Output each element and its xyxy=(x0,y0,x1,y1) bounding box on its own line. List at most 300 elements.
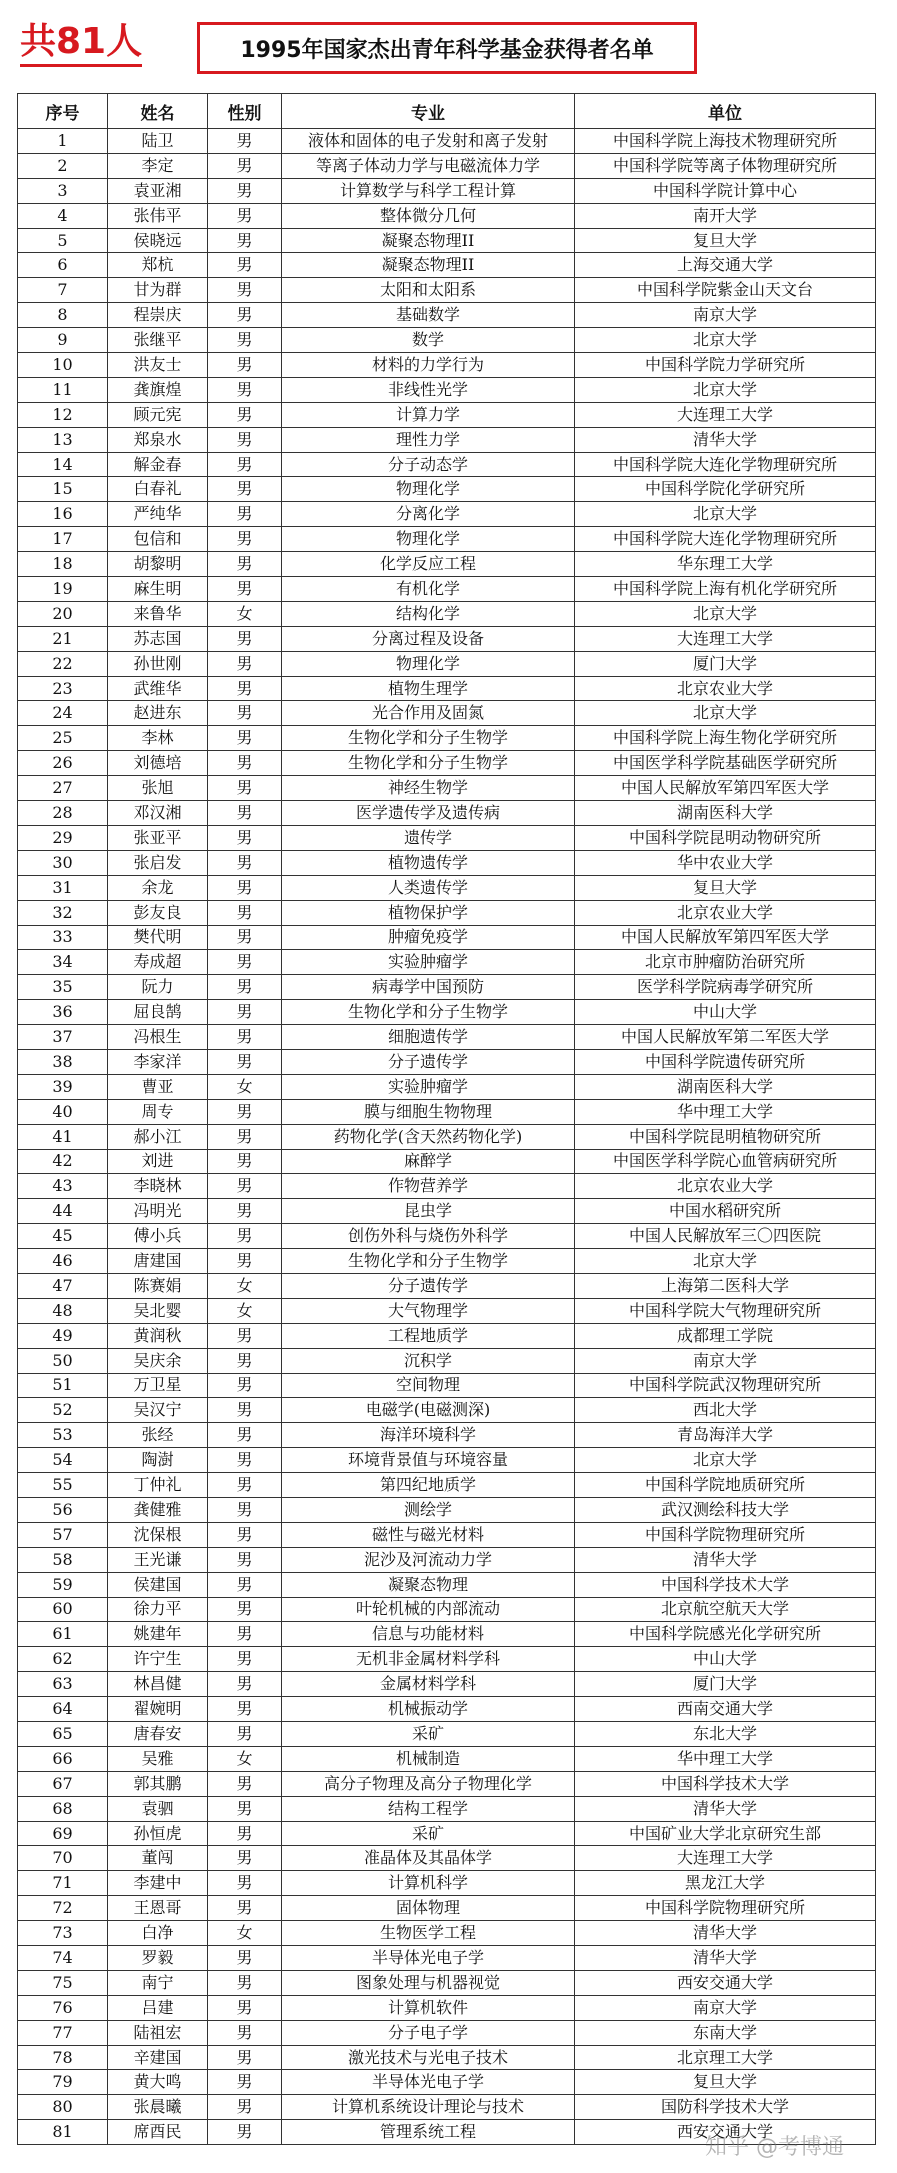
cell-name: 唐春安 xyxy=(108,1722,208,1747)
cell-institution: 中国科学院地质研究所 xyxy=(575,1473,876,1498)
column-header-institution: 单位 xyxy=(575,94,876,129)
cell-name: 许宁生 xyxy=(108,1647,208,1672)
table-row xyxy=(18,626,876,651)
table-row xyxy=(18,1771,876,1796)
cell-name: 胡黎明 xyxy=(108,552,208,577)
cell-name: 张伟平 xyxy=(108,203,208,228)
cell-name: 樊代明 xyxy=(108,925,208,950)
cell-gender: 男 xyxy=(208,1547,282,1572)
cell-name: 来鲁华 xyxy=(108,601,208,626)
cell-index: 17 xyxy=(18,527,108,552)
table-row xyxy=(18,1124,876,1149)
cell-institution: 中国人民解放军第二军医大学 xyxy=(575,1025,876,1050)
cell-gender: 男 xyxy=(208,153,282,178)
cell-index: 42 xyxy=(18,1149,108,1174)
cell-major: 计算数学与科学工程计算 xyxy=(282,178,575,203)
cell-institution: 南京大学 xyxy=(575,303,876,328)
cell-name: 孙恒虎 xyxy=(108,1821,208,1846)
cell-major: 基础数学 xyxy=(282,303,575,328)
cell-gender: 男 xyxy=(208,1970,282,1995)
cell-index: 1 xyxy=(18,129,108,154)
cell-gender: 男 xyxy=(208,676,282,701)
cell-name: 袁亚湘 xyxy=(108,178,208,203)
cell-major: 材料的力学行为 xyxy=(282,353,575,378)
cell-major: 非线性光学 xyxy=(282,377,575,402)
cell-institution: 中国科学院大气物理研究所 xyxy=(575,1298,876,1323)
cell-major: 实验肿瘤学 xyxy=(282,1074,575,1099)
cell-institution: 中国人民解放军三〇四医院 xyxy=(575,1224,876,1249)
cell-institution: 黑龙江大学 xyxy=(575,1871,876,1896)
cell-institution: 湖南医科大学 xyxy=(575,801,876,826)
cell-name: 邓汉湘 xyxy=(108,801,208,826)
cell-name: 龚旗煌 xyxy=(108,377,208,402)
cell-major: 沉积学 xyxy=(282,1348,575,1373)
cell-name: 赵进东 xyxy=(108,701,208,726)
cell-index: 22 xyxy=(18,651,108,676)
cell-gender: 男 xyxy=(208,1647,282,1672)
cell-institution: 中国科学院上海有机化学研究所 xyxy=(575,577,876,602)
cell-major: 神经生物学 xyxy=(282,776,575,801)
cell-institution: 华东理工大学 xyxy=(575,552,876,577)
cell-gender: 男 xyxy=(208,1497,282,1522)
cell-institution: 北京大学 xyxy=(575,377,876,402)
cell-institution: 东北大学 xyxy=(575,1722,876,1747)
table-row xyxy=(18,1149,876,1174)
cell-index: 64 xyxy=(18,1697,108,1722)
cell-index: 39 xyxy=(18,1074,108,1099)
cell-major: 结构工程学 xyxy=(282,1796,575,1821)
cell-major: 机械制造 xyxy=(282,1746,575,1771)
cell-gender: 男 xyxy=(208,1124,282,1149)
column-header-index: 序号 xyxy=(18,94,108,129)
cell-name: 陆卫 xyxy=(108,129,208,154)
cell-major: 物理化学 xyxy=(282,477,575,502)
cell-name: 冯明光 xyxy=(108,1199,208,1224)
cell-major: 生物化学和分子生物学 xyxy=(282,726,575,751)
cell-institution: 中国科学院昆明动物研究所 xyxy=(575,825,876,850)
table-row xyxy=(18,353,876,378)
cell-gender: 男 xyxy=(208,1597,282,1622)
cell-institution: 中国科学院等离子体物理研究所 xyxy=(575,153,876,178)
cell-major: 采矿 xyxy=(282,1821,575,1846)
watermark: 知乎 @考博通 xyxy=(705,2135,844,2160)
cell-gender: 男 xyxy=(208,2070,282,2095)
cell-gender: 男 xyxy=(208,377,282,402)
cell-index: 29 xyxy=(18,825,108,850)
cell-major: 机械振动学 xyxy=(282,1697,575,1722)
cell-index: 32 xyxy=(18,900,108,925)
cell-name: 张继平 xyxy=(108,328,208,353)
cell-index: 7 xyxy=(18,278,108,303)
cell-major: 医学遗传学及遗传病 xyxy=(282,801,575,826)
cell-institution: 南京大学 xyxy=(575,1348,876,1373)
cell-gender: 男 xyxy=(208,1995,282,2020)
cell-major: 采矿 xyxy=(282,1722,575,1747)
cell-name: 张旭 xyxy=(108,776,208,801)
cell-index: 62 xyxy=(18,1647,108,1672)
cell-institution: 大连理工大学 xyxy=(575,626,876,651)
cell-gender: 男 xyxy=(208,651,282,676)
cell-index: 30 xyxy=(18,850,108,875)
table-row xyxy=(18,601,876,626)
cell-institution: 北京大学 xyxy=(575,502,876,527)
cell-name: 张亚平 xyxy=(108,825,208,850)
cell-institution: 上海第二医科大学 xyxy=(575,1273,876,1298)
cell-name: 傅小兵 xyxy=(108,1224,208,1249)
table-row xyxy=(18,303,876,328)
cell-index: 24 xyxy=(18,701,108,726)
table-row xyxy=(18,1049,876,1074)
cell-institution: 中国人民解放军第四军医大学 xyxy=(575,776,876,801)
cell-major: 细胞遗传学 xyxy=(282,1025,575,1050)
cell-major: 昆虫学 xyxy=(282,1199,575,1224)
cell-index: 31 xyxy=(18,875,108,900)
cell-name: 程崇庆 xyxy=(108,303,208,328)
cell-gender: 男 xyxy=(208,1771,282,1796)
cell-gender: 男 xyxy=(208,2120,282,2145)
cell-institution: 中山大学 xyxy=(575,1647,876,1672)
cell-major: 分子电子学 xyxy=(282,2020,575,2045)
cell-institution: 清华大学 xyxy=(575,1547,876,1572)
cell-institution: 西南交通大学 xyxy=(575,1697,876,1722)
cell-name: 丁仲礼 xyxy=(108,1473,208,1498)
cell-gender: 男 xyxy=(208,1174,282,1199)
cell-institution: 中国人民解放军第四军医大学 xyxy=(575,925,876,950)
cell-institution: 北京市肿瘤防治研究所 xyxy=(575,950,876,975)
cell-index: 18 xyxy=(18,552,108,577)
recipients-table xyxy=(17,93,876,2145)
cell-major: 肿瘤免疫学 xyxy=(282,925,575,950)
table-row xyxy=(18,1025,876,1050)
cell-name: 罗毅 xyxy=(108,1946,208,1971)
table-row xyxy=(18,228,876,253)
cell-major: 植物保护学 xyxy=(282,900,575,925)
cell-institution: 北京农业大学 xyxy=(575,676,876,701)
table-row xyxy=(18,1423,876,1448)
cell-gender: 男 xyxy=(208,527,282,552)
cell-major: 光合作用及固氮 xyxy=(282,701,575,726)
cell-institution: 复旦大学 xyxy=(575,875,876,900)
cell-institution: 中国科学技术大学 xyxy=(575,1771,876,1796)
cell-name: 张启发 xyxy=(108,850,208,875)
cell-institution: 东南大学 xyxy=(575,2020,876,2045)
cell-index: 34 xyxy=(18,950,108,975)
cell-major: 整体微分几何 xyxy=(282,203,575,228)
cell-name: 孙世刚 xyxy=(108,651,208,676)
cell-institution: 北京大学 xyxy=(575,701,876,726)
cell-name: 吴北婴 xyxy=(108,1298,208,1323)
cell-major: 化学反应工程 xyxy=(282,552,575,577)
cell-major: 大气物理学 xyxy=(282,1298,575,1323)
table-row xyxy=(18,1821,876,1846)
cell-name: 周专 xyxy=(108,1099,208,1124)
cell-name: 黄大鸣 xyxy=(108,2070,208,2095)
cell-name: 郑杭 xyxy=(108,253,208,278)
cell-index: 45 xyxy=(18,1224,108,1249)
cell-name: 万卫星 xyxy=(108,1373,208,1398)
cell-gender: 男 xyxy=(208,850,282,875)
table-row xyxy=(18,1547,876,1572)
cell-institution: 北京大学 xyxy=(575,601,876,626)
column-header-major: 专业 xyxy=(282,94,575,129)
cell-name: 解金春 xyxy=(108,452,208,477)
cell-index: 58 xyxy=(18,1547,108,1572)
cell-name: 李晓林 xyxy=(108,1174,208,1199)
cell-gender: 男 xyxy=(208,626,282,651)
cell-index: 76 xyxy=(18,1995,108,2020)
cell-major: 生物化学和分子生物学 xyxy=(282,1249,575,1274)
cell-institution: 中国科学院物理研究所 xyxy=(575,1522,876,1547)
table-row xyxy=(18,1622,876,1647)
cell-index: 67 xyxy=(18,1771,108,1796)
cell-gender: 男 xyxy=(208,1199,282,1224)
table-row xyxy=(18,1348,876,1373)
cell-major: 膜与细胞生物物理 xyxy=(282,1099,575,1124)
cell-gender: 男 xyxy=(208,1348,282,1373)
cell-major: 实验肿瘤学 xyxy=(282,950,575,975)
cell-major: 生物化学和分子生物学 xyxy=(282,1000,575,1025)
cell-major: 结构化学 xyxy=(282,601,575,626)
cell-gender: 男 xyxy=(208,402,282,427)
table-row xyxy=(18,1174,876,1199)
table-row xyxy=(18,402,876,427)
table-row xyxy=(18,1249,876,1274)
cell-name: 严纯华 xyxy=(108,502,208,527)
cell-name: 苏志国 xyxy=(108,626,208,651)
table-row xyxy=(18,1995,876,2020)
cell-major: 生物医学工程 xyxy=(282,1921,575,1946)
cell-index: 13 xyxy=(18,427,108,452)
cell-name: 包信和 xyxy=(108,527,208,552)
cell-name: 甘为群 xyxy=(108,278,208,303)
cell-major: 液体和固体的电子发射和离子发射 xyxy=(282,129,575,154)
cell-index: 40 xyxy=(18,1099,108,1124)
cell-gender: 男 xyxy=(208,1473,282,1498)
cell-index: 48 xyxy=(18,1298,108,1323)
cell-gender: 男 xyxy=(208,1572,282,1597)
cell-name: 唐建国 xyxy=(108,1249,208,1274)
cell-name: 武维华 xyxy=(108,676,208,701)
cell-name: 南宁 xyxy=(108,1970,208,1995)
cell-gender: 男 xyxy=(208,1025,282,1050)
cell-index: 71 xyxy=(18,1871,108,1896)
cell-name: 辛建国 xyxy=(108,2045,208,2070)
cell-gender: 男 xyxy=(208,875,282,900)
cell-name: 李建中 xyxy=(108,1871,208,1896)
cell-major: 创伤外科与烧伤外科学 xyxy=(282,1224,575,1249)
cell-index: 19 xyxy=(18,577,108,602)
cell-institution: 大连理工大学 xyxy=(575,402,876,427)
cell-major: 计算机软件 xyxy=(282,1995,575,2020)
table-row xyxy=(18,1273,876,1298)
table-row xyxy=(18,1099,876,1124)
table-row xyxy=(18,1000,876,1025)
cell-institution: 南京大学 xyxy=(575,1995,876,2020)
cell-gender: 男 xyxy=(208,1896,282,1921)
cell-index: 6 xyxy=(18,253,108,278)
cell-major: 数学 xyxy=(282,328,575,353)
cell-institution: 南开大学 xyxy=(575,203,876,228)
cell-institution: 中国医学科学院心血管病研究所 xyxy=(575,1149,876,1174)
cell-gender: 女 xyxy=(208,601,282,626)
cell-institution: 清华大学 xyxy=(575,1796,876,1821)
cell-index: 8 xyxy=(18,303,108,328)
cell-index: 47 xyxy=(18,1273,108,1298)
cell-index: 35 xyxy=(18,975,108,1000)
cell-index: 41 xyxy=(18,1124,108,1149)
cell-gender: 男 xyxy=(208,1149,282,1174)
cell-institution: 中国科学院武汉物理研究所 xyxy=(575,1373,876,1398)
cell-institution: 中国科学院上海技术物理研究所 xyxy=(575,129,876,154)
table-row xyxy=(18,253,876,278)
cell-gender: 男 xyxy=(208,303,282,328)
table-row xyxy=(18,1722,876,1747)
cell-name: 侯建国 xyxy=(108,1572,208,1597)
cell-name: 阮力 xyxy=(108,975,208,1000)
cell-index: 37 xyxy=(18,1025,108,1050)
cell-major: 半导体光电子学 xyxy=(282,1946,575,1971)
cell-index: 55 xyxy=(18,1473,108,1498)
cell-institution: 中国医学科学院基础医学研究所 xyxy=(575,751,876,776)
table-row xyxy=(18,925,876,950)
cell-institution: 上海交通大学 xyxy=(575,253,876,278)
cell-major: 凝聚态物理II xyxy=(282,253,575,278)
cell-major: 第四纪地质学 xyxy=(282,1473,575,1498)
table-row xyxy=(18,850,876,875)
table-row xyxy=(18,153,876,178)
cell-institution: 清华大学 xyxy=(575,427,876,452)
cell-name: 陆祖宏 xyxy=(108,2020,208,2045)
cell-index: 2 xyxy=(18,153,108,178)
table-body xyxy=(18,129,876,2145)
cell-name: 麻生明 xyxy=(108,577,208,602)
cell-institution: 中国科学院昆明植物研究所 xyxy=(575,1124,876,1149)
cell-major: 固体物理 xyxy=(282,1896,575,1921)
cell-gender: 男 xyxy=(208,477,282,502)
cell-gender: 男 xyxy=(208,1871,282,1896)
cell-gender: 女 xyxy=(208,1273,282,1298)
cell-major: 金属材料学科 xyxy=(282,1672,575,1697)
table-row xyxy=(18,2095,876,2120)
cell-name: 陶澍 xyxy=(108,1448,208,1473)
cell-index: 53 xyxy=(18,1423,108,1448)
cell-institution: 中国科学院紫金山天文台 xyxy=(575,278,876,303)
cell-major: 有机化学 xyxy=(282,577,575,602)
cell-index: 33 xyxy=(18,925,108,950)
cell-index: 38 xyxy=(18,1049,108,1074)
cell-institution: 华中理工大学 xyxy=(575,1099,876,1124)
table-row xyxy=(18,1572,876,1597)
cell-name: 董闯 xyxy=(108,1846,208,1871)
cell-major: 物理化学 xyxy=(282,527,575,552)
table-row xyxy=(18,2045,876,2070)
table-row xyxy=(18,1970,876,1995)
cell-index: 3 xyxy=(18,178,108,203)
cell-major: 太阳和太阳系 xyxy=(282,278,575,303)
cell-gender: 男 xyxy=(208,726,282,751)
table-row xyxy=(18,1074,876,1099)
table-row xyxy=(18,1398,876,1423)
cell-gender: 男 xyxy=(208,1000,282,1025)
cell-institution: 清华大学 xyxy=(575,1921,876,1946)
cell-gender: 男 xyxy=(208,1448,282,1473)
cell-gender: 男 xyxy=(208,1672,282,1697)
cell-gender: 男 xyxy=(208,2095,282,2120)
table-row xyxy=(18,1199,876,1224)
cell-institution: 中国水稻研究所 xyxy=(575,1199,876,1224)
cell-name: 吴雅 xyxy=(108,1746,208,1771)
cell-major: 理性力学 xyxy=(282,427,575,452)
cell-name: 沈保根 xyxy=(108,1522,208,1547)
cell-index: 54 xyxy=(18,1448,108,1473)
table-row xyxy=(18,825,876,850)
cell-gender: 男 xyxy=(208,1249,282,1274)
table-row xyxy=(18,203,876,228)
cell-index: 12 xyxy=(18,402,108,427)
cell-gender: 男 xyxy=(208,1946,282,1971)
cell-gender: 男 xyxy=(208,1796,282,1821)
table-row xyxy=(18,776,876,801)
cell-name: 余龙 xyxy=(108,875,208,900)
cell-name: 王恩哥 xyxy=(108,1896,208,1921)
cell-name: 吕建 xyxy=(108,1995,208,2020)
cell-institution: 中国科学院大连化学物理研究所 xyxy=(575,527,876,552)
cell-gender: 男 xyxy=(208,228,282,253)
cell-name: 冯根生 xyxy=(108,1025,208,1050)
cell-major: 无机非金属材料学科 xyxy=(282,1647,575,1672)
cell-name: 刘德培 xyxy=(108,751,208,776)
table-row xyxy=(18,1946,876,1971)
cell-index: 25 xyxy=(18,726,108,751)
table-row xyxy=(18,278,876,303)
cell-major: 药物化学(含天然药物化学) xyxy=(282,1124,575,1149)
table-header-row xyxy=(18,94,876,129)
cell-major: 分子遗传学 xyxy=(282,1273,575,1298)
table-row xyxy=(18,1298,876,1323)
cell-major: 电磁学(电磁测深) xyxy=(282,1398,575,1423)
cell-major: 准晶体及其晶体学 xyxy=(282,1846,575,1871)
cell-institution: 成都理工学院 xyxy=(575,1323,876,1348)
cell-institution: 复旦大学 xyxy=(575,228,876,253)
cell-index: 5 xyxy=(18,228,108,253)
cell-major: 叶轮机械的内部流动 xyxy=(282,1597,575,1622)
cell-name: 彭友良 xyxy=(108,900,208,925)
cell-major: 植物生理学 xyxy=(282,676,575,701)
cell-gender: 男 xyxy=(208,353,282,378)
table-row xyxy=(18,751,876,776)
cell-major: 遗传学 xyxy=(282,825,575,850)
cell-name: 袁驷 xyxy=(108,1796,208,1821)
table-row xyxy=(18,975,876,1000)
table-row xyxy=(18,950,876,975)
cell-major: 物理化学 xyxy=(282,651,575,676)
cell-institution: 中国科学技术大学 xyxy=(575,1572,876,1597)
cell-gender: 男 xyxy=(208,427,282,452)
table-row xyxy=(18,1497,876,1522)
cell-institution: 国防科学技术大学 xyxy=(575,2095,876,2120)
cell-index: 9 xyxy=(18,328,108,353)
cell-name: 黄润秋 xyxy=(108,1323,208,1348)
cell-name: 屈良鹄 xyxy=(108,1000,208,1025)
cell-institution: 西安交通大学 xyxy=(575,1970,876,1995)
cell-gender: 男 xyxy=(208,975,282,1000)
cell-institution: 清华大学 xyxy=(575,1946,876,1971)
cell-institution: 中国科学院大连化学物理研究所 xyxy=(575,452,876,477)
cell-name: 吴汉宁 xyxy=(108,1398,208,1423)
table-row xyxy=(18,1796,876,1821)
table-row xyxy=(18,452,876,477)
cell-index: 59 xyxy=(18,1572,108,1597)
